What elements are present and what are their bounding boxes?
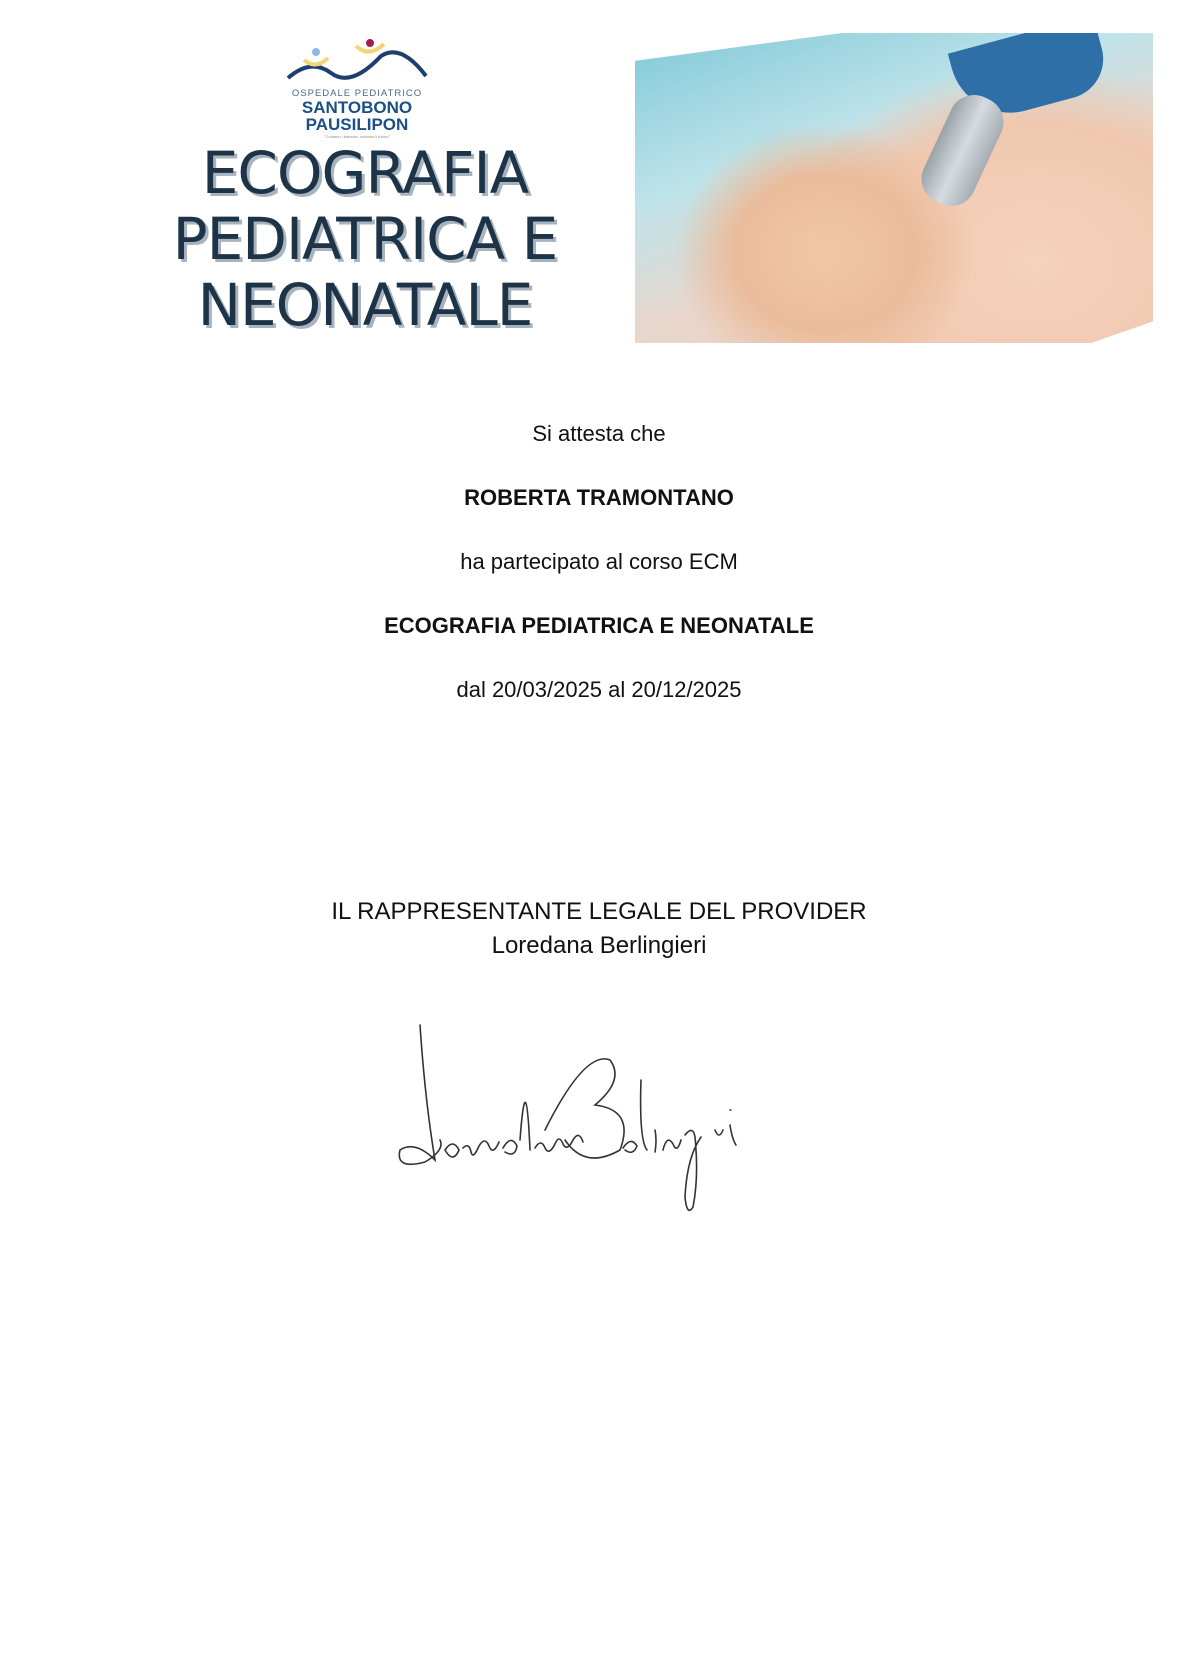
title-line2: PEDIATRICA E [172,205,558,273]
logo-name-line2: PAUSILIPON [305,115,409,134]
course-title [140,140,590,338]
course-dates: dal 20/03/2025 al 20/12/2025 [456,677,742,702]
signatory-name: Loredana Berlingieri [491,932,707,959]
logo-name-line1: SANTOBONO [301,98,413,117]
title-line3: NEONATALE [197,271,533,339]
logo-motto: "Curiamo i bambini, curiamo il futuro" [324,134,390,139]
logo-subtitle: OSPEDALE PEDIATRICO [291,88,423,99]
signatory-role: IL RAPPRESENTANTE LEGALE DEL PROVIDER [331,898,867,925]
participant-name: ROBERTA TRAMONTANO [464,485,734,510]
logo-wave-icon [286,38,428,88]
intro-text: Si attesta che [532,421,666,446]
ultrasound-probe [913,87,1011,214]
header-photo-baby-ultrasound [635,33,1153,343]
course-name: ECOGRAFIA PEDIATRICA E NEONATALE [384,613,814,638]
title-line1: ECOGRAFIA [201,139,529,207]
hospital-logo [286,38,428,140]
participation-text: ha partecipato al corso ECM [460,549,738,574]
logo-name [286,99,428,133]
handwritten-signature [395,1020,795,1225]
